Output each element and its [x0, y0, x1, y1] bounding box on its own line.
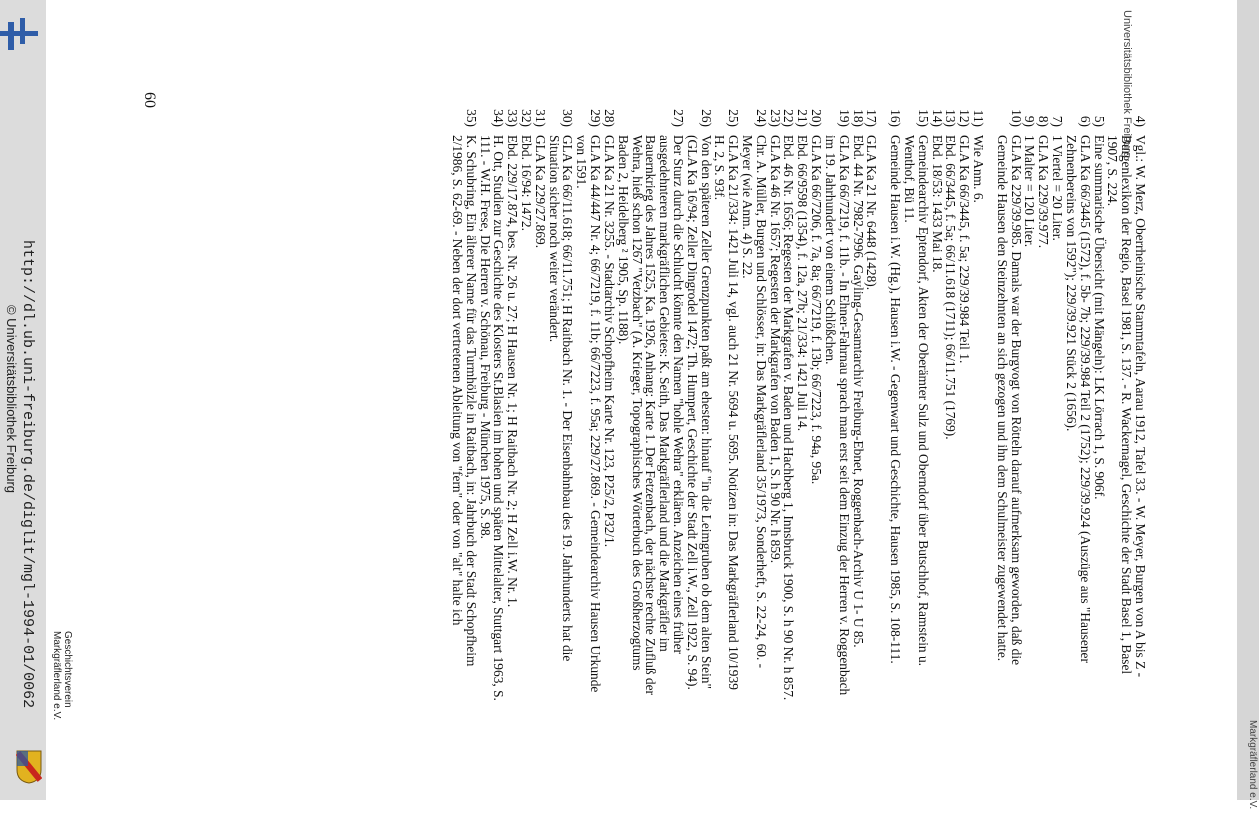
footnote-number: 32): [519, 109, 535, 127]
footnote-text: GLA Ka 66/3445, f. 5a; 229/39.984 Teil 1.: [957, 135, 973, 364]
footnote: [450, 105, 478, 705]
footer-url: http://dl.ub.uni-freiburg.de/diglit/mgl-1994-01/0062: [19, 240, 36, 709]
footnote: [685, 105, 713, 705]
footnote-number: 10): [1008, 109, 1024, 127]
footnote-text: Ebd. 66/3445, f. 5a; 66/11.618 (1711); 66/11.751 (1769).: [943, 135, 959, 440]
footnote: [796, 105, 810, 705]
footnote: [1064, 105, 1092, 705]
footnote-text: Ebd. 229/17.874, bes. Nr. 26 u. 27; H Hausen Nr. 1; H Raitbach Nr. 2; H Zell i.W. Nr. 1.: [505, 135, 521, 608]
footnote-text: Chr. A. Müller, Burgen und Schlösser, in: Das Markgräflerland 35/1973, Sonderheft, S. 22-24, 60. - Meyer (wie Anm. 4) S. 22.: [740, 135, 769, 669]
footnote-text: GLA Ka 44/447 Nr. 4; 66/7219, f. 11b; 66/7223, f. 95a; 229/27.869. - Gemeindearchiv Hausen Urkunde von 1591.: [574, 135, 604, 693]
footnote-number: 15): [915, 109, 931, 127]
footnote: [865, 105, 879, 705]
footnote-number: 6): [1077, 115, 1093, 127]
footnote-text: Wie Anm. 6.: [971, 135, 987, 203]
footnote: [478, 105, 506, 705]
footnote-text: Eine summarische Übersicht (mit Mängeln): LK Lörrach 1, S. 906f.: [1091, 135, 1107, 500]
note-gap: [878, 105, 888, 705]
footnote: [505, 105, 519, 705]
footnote-number: 25): [726, 109, 742, 127]
footnote-text: GLA Ka 46 Nr. 1657; Regesten der Markgrafen von Baden 1, S. h 90 Nr. h 859.: [767, 135, 783, 564]
footnote-text: Von den späteren Zeller Grenzpunkten paßt am ehesten: hinauf "in die Leimgruben ob dem alten Stein" (GLA Ka 16/94; Zeller Dingrodel 1472; Th. Humpert, Geschichte der Stadt Zell i.W., Zell 1922, S. 94).: [684, 135, 714, 690]
footnote-number: 19): [836, 109, 852, 127]
footnote-text: Der Sturz durch die Schlucht könnte den Namen "hohle Wehra" erklären. Anzeichen eines früher ausgedehnteren markgräflichen Gebietes: K. Seith, Das Markgräflerland und die Markgräfler im Bauernkrieg des Jahres 1525, Ka. 1926, Anhang: Karte 1. Der Fetzenbach, der nächste rechte Zufluß der Wehra, hieß schon 1267 "Vetzbach" (A. Krieger, Topographisches Wörterbuch des Großherzogtums Baden 2, Heidelberg ² 1905, Sp. 1188).: [615, 135, 686, 695]
footnote-text: GLA Ka 66/7219, f. 11b. - In Ehner-Fahrnau sprach man erst seit dem Einzug der Herren v. Roggenbach im 19. Jahrhundert von einem Schlößchen.: [822, 135, 852, 696]
society-name-line-2: Markgräflerland e.V.: [51, 631, 62, 721]
right-margin-bar: [1237, 0, 1259, 800]
footnote: [957, 105, 971, 705]
footnote-text: Gemeindearchiv Eptendorf, Akten der Oberämter Sulz und Oberndorf über Butschhof, Ramstein u. Wenthof, Bü 11.: [902, 135, 931, 667]
footnote-text: GLA Ka 21 Nr. 3255. - Stadtarchiv Schopfheim Karte Nr. 123, P25/2, P32/1.: [601, 135, 617, 548]
footnote-number: 22): [781, 109, 797, 127]
footnote: [1050, 105, 1064, 705]
footer-copyright: © Universitätsbibliothek Freiburg: [4, 304, 19, 494]
footer-society-name: [43, 631, 73, 831]
footnote: [575, 105, 603, 705]
footnote-text: Ebd. 46 Nr. 1656; Regesten der Markgrafen v. Baden und Hachberg 1, Innsbruck 1900, S. h 90 Nr. h 857.: [781, 135, 797, 701]
footnote-text: 1 Malter = 120 Liter.: [1022, 135, 1038, 248]
footnote: [1106, 105, 1147, 705]
footnote-number: 27): [671, 109, 686, 127]
footnote-number: 31): [532, 109, 548, 127]
footnote-text: GLA Ka 66/3445 (1572), f. 5b- 7b; 229/39.984 Teil 2 (1752); 229/39.924 (Auszüge aus "Hausener Zehnenbereins von 1592"); 229/39.921 Stück 2 (1656).: [1063, 135, 1093, 663]
society-name-line-1: Geschichtsverein: [62, 631, 73, 708]
footnote-text: Vgl.: W. Merz, Oberrheinische Stammtafeln, Aarau 1912, Tafel 33. - W. Meyer, Burgen von A bis Z - Burgenlexikon der Regio, Basel 1981, S. 137. - R. Wackernagel, Geschichte der Stadt Basel 1, Basel 1907, S. 224.: [1105, 135, 1148, 678]
library-logo-icon: [0, 14, 38, 50]
footnote-number: 34): [491, 109, 507, 127]
right-margin-text: Markgräflerland e.V.: [1247, 720, 1258, 810]
footnote-number: 23): [767, 109, 783, 127]
footnote-number: 11): [971, 109, 987, 127]
footnote-number: 21): [795, 109, 811, 127]
footnotes-list: [227, 105, 1147, 705]
footnote-number: 5): [1091, 115, 1107, 127]
footnote: [533, 105, 547, 705]
footnote-number: 14): [929, 109, 945, 127]
footnote: [888, 105, 902, 705]
note-gap: [985, 105, 995, 705]
footnote: [971, 105, 985, 705]
footnote-text: Ebd. 18/53: 1433 Mai 18.: [929, 135, 945, 273]
footnote: [713, 105, 741, 705]
header-watermark-text: Universitätsbibliothek Freiburg: [1121, 10, 1133, 158]
footnote-number: 20): [809, 109, 825, 127]
footnote: [740, 105, 768, 705]
footnote-text: GLA Ka 21 Nr. 6448 (1428).: [864, 135, 880, 291]
footnote-number: 35): [463, 109, 479, 127]
footnote-number: 18): [850, 109, 866, 127]
footnote: [944, 105, 958, 705]
footnote-text: GLA Ka 21/334: 1421 Juli 14, vgl. auch 21 Nr. 5694 u. 5695. Notizen in: Das Markgräflerland 10/1939 H. 2, S. 93f.: [712, 135, 742, 690]
footnote: [823, 105, 851, 705]
footnote-text: Ebd. 16/94: 1472.: [519, 135, 535, 231]
footnote-number: 13): [943, 109, 959, 127]
footnote-text: Ebd. 44 Nr. 7982-7996. Gayling-Gesamtarchiv Freiburg-Ebnet, Roggenbach-Archiv U 1- U 85.: [850, 135, 866, 648]
footnote: [1092, 105, 1106, 705]
footnote-text: GLA Ka 229/39.977.: [1036, 135, 1052, 249]
footnote-text: GLA Ka 66/7206, f. 7a, 8a; 66/7219, f. 13b; 66/7223, f. 94a, 95a.: [809, 135, 825, 485]
footnote-text: GLA Ka 229/27.869.: [532, 135, 548, 249]
footnote-number: 29): [588, 109, 604, 127]
footnote-number: 26): [698, 109, 714, 127]
footnote-number: 7): [1050, 115, 1066, 127]
footnote: [1037, 105, 1051, 705]
footnote: [616, 105, 685, 705]
footnote-number: 24): [753, 109, 769, 127]
footnote: [995, 105, 1023, 705]
footnote: [930, 105, 944, 705]
footnote: [1023, 105, 1037, 705]
footnote-number: 4): [1133, 115, 1148, 127]
footnote: [768, 105, 782, 705]
footnote: [782, 105, 796, 705]
footnote-number: 12): [957, 109, 973, 127]
footnote: [602, 105, 616, 705]
footnote-text: K. Schubring, Ein älterer Name für das Turmhölzle in Raitbach, in: Jahrbuch der Stadt Schopfheim 2/1986, S. 62-69. - Neben der dort vertretenen Ableitung von "fern" oder von "alt" halte ich: [450, 135, 479, 667]
footnote-text: GLA Ka 66/11.618; 66/11.751; H Raitbach Nr. 1. - Der Eisenbahnbau des 19. Jahrhunderts hat die Situation sicher noch weiter verändert.: [546, 135, 576, 662]
footnote-text: 1 Viertel = 20 Liter.: [1050, 135, 1066, 241]
footnote: [902, 105, 930, 705]
footnote-number: 33): [505, 109, 521, 127]
footnote-text: Ebd. 66/9598 (1354), f. 12a, 27b; 21/334: 1421 Juli 14.: [795, 135, 811, 432]
footnote-number: 28): [601, 109, 617, 127]
coat-of-arms-icon: [16, 750, 42, 784]
footnote-number: 16): [888, 109, 904, 127]
footnote-number: 17): [864, 109, 880, 127]
footnote-number: 9): [1022, 115, 1038, 127]
footnote: [519, 105, 533, 705]
footnote: [809, 105, 823, 705]
footnote: [547, 105, 575, 705]
footnote-number: 30): [560, 109, 576, 127]
page-number: 60: [141, 92, 158, 108]
footnote-text: Gemeinde Hausen i.W. (Hg.), Hausen i.W. - Gegenwart und Geschichte, Hausen 1985, S. 108-111.: [888, 135, 904, 664]
footnote-text: GLA Ka 229/39.985. Damals war der Burgvogt von Rötteln darauf aufmerksam geworden, daß die Gemeinde Hausen den Steinzehnten an sich gezogen und ihn dem Schulmeister zugewendet hatte.: [994, 135, 1024, 666]
footnote-number: 8): [1036, 115, 1052, 127]
footnote-text: H. Ott, Studien zur Geschichte des Klosters St.Blasien im hohen und späten Mittelalter, Stuttgart 1963, S. 111. - W.H. Frese, Die Herren v. Schönau, Freiburg - München 1975, S. 98.: [477, 135, 507, 701]
footnote: [851, 105, 865, 705]
